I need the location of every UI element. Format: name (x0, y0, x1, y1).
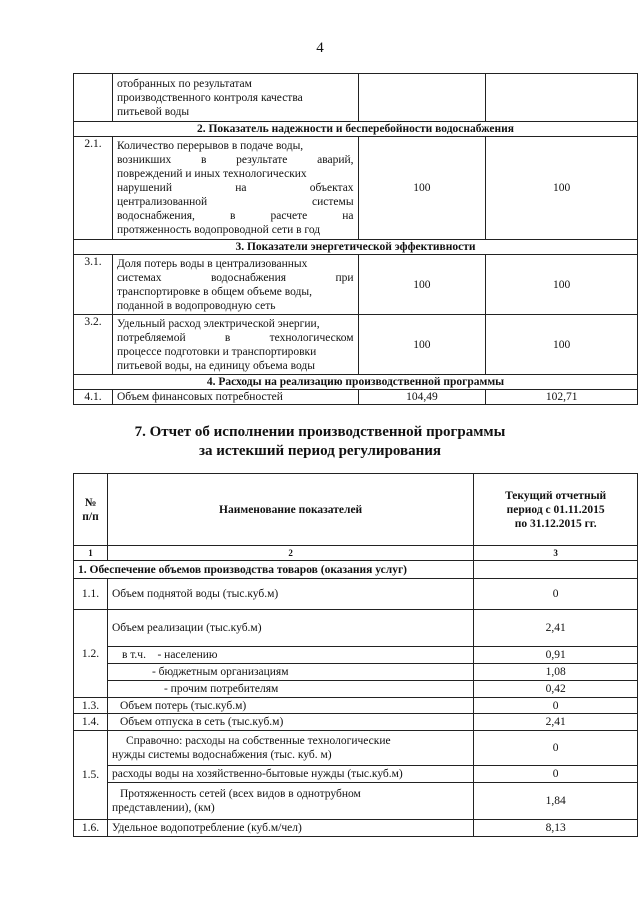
row-text: Объем реализации (тыс.куб.м) (107, 610, 473, 647)
section-header (74, 375, 638, 390)
section-header (74, 122, 638, 137)
table-row (74, 681, 638, 698)
table-row (74, 137, 638, 240)
table-row (74, 820, 638, 837)
value-cell: 1,08 (474, 664, 638, 681)
table-row (74, 783, 638, 820)
number-header: № п/п (74, 474, 108, 546)
table-row (74, 766, 638, 783)
row-number: 3.1. (74, 255, 113, 315)
value-cell: 0 (474, 731, 638, 766)
table-row (74, 390, 638, 405)
table-row (74, 731, 638, 766)
table-row (74, 698, 638, 714)
value-cell: 100 (486, 315, 638, 375)
section-title: 3. Показатели энергетической эффективности (74, 240, 638, 255)
table-row (74, 579, 638, 610)
row-number: 4.1. (74, 390, 113, 405)
value-cell: 100 (486, 255, 638, 315)
table-row (74, 647, 638, 664)
value-cell: 102,71 (486, 390, 638, 405)
row-text: Удельное водопотребление (куб.м/чел) (107, 820, 473, 837)
row-text: расходы воды на хозяйственно-бытовые нужды (тыс.куб.м) (107, 766, 473, 783)
table-row (74, 74, 638, 122)
row-number: 1.1. (74, 579, 108, 610)
value-cell: 0,91 (474, 647, 638, 664)
value-cell: 100 (358, 255, 486, 315)
section-title: 1. Обеспечение объемов производства товаров (оказания услуг) (74, 561, 474, 579)
row-text: отобранных по результатам производственного контроля качества питьевой воды (112, 74, 358, 122)
name-header: Наименование показателей (107, 474, 473, 546)
value-cell: 100 (358, 315, 486, 375)
report-table (73, 473, 638, 837)
row-number: 1.3. (74, 698, 108, 714)
header-row (74, 474, 638, 546)
row-text: Протяженность сетей (всех видов в однотрубном представлении), (км) (107, 783, 473, 820)
table-row (74, 255, 638, 315)
value-cell: 100 (358, 137, 486, 240)
value-cell: 2,41 (474, 714, 638, 731)
indicators-table (73, 73, 638, 405)
value-cell: 8,13 (474, 820, 638, 837)
value-cell: 104,49 (358, 390, 486, 405)
value-cell: 0 (474, 698, 638, 714)
index-row: 1 2 3 (74, 546, 638, 561)
table-row (74, 664, 638, 681)
table-row (74, 610, 638, 647)
value-cell: 0 (474, 766, 638, 783)
row-text: Объем отпуска в сеть (тыс.куб.м) (107, 714, 473, 731)
row-text: Доля потерь воды в централизованных системах водоснабжения при транспортировке в общем объеме воды, поданной в водопроводную сеть (112, 255, 358, 315)
value-cell: 1,84 (474, 783, 638, 820)
value-cell: 0,42 (474, 681, 638, 698)
row-text: в т.ч. - населению (107, 647, 473, 664)
table-row (74, 714, 638, 731)
page-number: 4 (316, 40, 324, 56)
row-text: Объем финансовых потребностей (112, 390, 358, 405)
value-cell: 100 (486, 137, 638, 240)
section-heading: 7. Отчет об исполнении производственной программы за истекший период регулирования (134, 424, 506, 459)
row-number: 2.1. (74, 137, 113, 240)
section-title: 2. Показатель надежности и бесперебойности водоснабжения (74, 122, 638, 137)
row-number: 3.2. (74, 315, 113, 375)
value-cell: 2,41 (474, 610, 638, 647)
row-text: - прочим потребителям (107, 681, 473, 698)
value-cell: 0 (474, 579, 638, 610)
row-text: Объем поднятой воды (тыс.куб.м) (107, 579, 473, 610)
section-header (74, 561, 638, 579)
row-text: - бюджетным организациям (107, 664, 473, 681)
row-text: Объем потерь (тыс.куб.м) (107, 698, 473, 714)
row-number: 1.6. (74, 820, 108, 837)
period-header: Текущий отчетный период с 01.11.2015 по 31.12.2015 гг. (474, 474, 638, 546)
section-header (74, 240, 638, 255)
row-text: Удельный расход электрической энергии, потребляемой в технологическом процессе подготовки и транспортировки питьевой воды, на единицу объема воды (112, 315, 358, 375)
row-number: 1.4. (74, 714, 108, 731)
row-number: 1.2. (74, 610, 108, 698)
section-title: 4. Расходы на реализацию производственной программы (74, 375, 638, 390)
row-text: Справочно: расходы на собственные технологические нужды системы водоснабжения (тыс. куб. м) (107, 731, 473, 766)
row-text: Количество перерывов в подаче воды, возникших в результате аварий, повреждений и иных технологических нарушений на объектах централизованной системы водоснабжения, в расчете на протяженность водопроводной сети в год (112, 137, 358, 240)
table-row (74, 315, 638, 375)
row-number: 1.5. (74, 731, 108, 820)
